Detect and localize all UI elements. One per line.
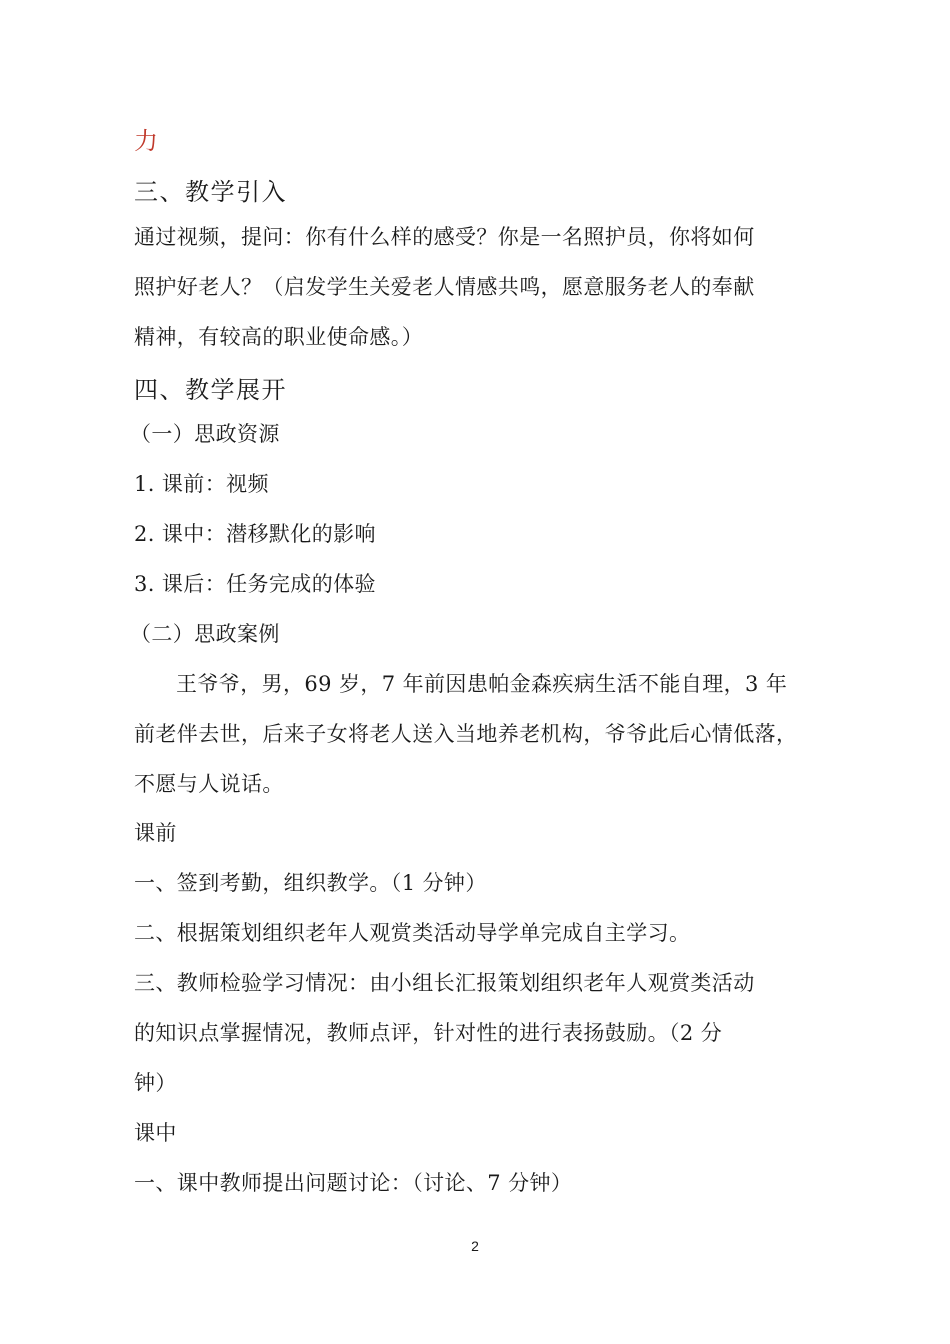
- section-label-during-class: 课中: [134, 1121, 177, 1145]
- list-item: 1. 课前：视频: [134, 472, 269, 496]
- section-label-before-class: 课前: [134, 821, 177, 845]
- list-item: 3. 课后：任务完成的体验: [134, 572, 376, 596]
- subsection-heading-case: （二）思政案例: [130, 622, 280, 646]
- subsection-heading-resources: （一）思政资源: [130, 422, 280, 446]
- paragraph-line: 王爷爷，男，69 岁，7 年前因患帕金森疾病生活不能自理，3 年: [176, 672, 788, 696]
- section-heading-teaching-development: 四、教学展开: [134, 376, 287, 404]
- paragraph-line: 钟）: [134, 1071, 177, 1095]
- paragraph-line: 照护好老人？（启发学生关爱老人情感共鸣，愿意服务老人的奉献: [134, 275, 755, 299]
- paragraph-line: 二、根据策划组织老年人观赏类活动导学单完成自主学习。: [134, 921, 691, 945]
- list-item: 2. 课中：潜移默化的影响: [134, 522, 376, 546]
- paragraph-line: 不愿与人说话。: [134, 772, 284, 796]
- section-heading-teaching-intro: 三、教学引入: [134, 178, 287, 206]
- paragraph-line: 一、课中教师提出问题讨论：（讨论、7 分钟）: [134, 1171, 573, 1195]
- paragraph-line: 通过视频，提问：你有什么样的感受？你是一名照护员，你将如何: [134, 225, 755, 249]
- paragraph-line: 一、签到考勤，组织教学。（1 分钟）: [134, 871, 487, 895]
- paragraph-line: 前老伴去世，后来子女将老人送入当地养老机构，爷爷此后心情低落，: [134, 722, 798, 746]
- paragraph-line: 精神，有较高的职业使命感。）: [134, 325, 424, 349]
- continuation-text: 力: [134, 127, 160, 155]
- page-number: 2: [471, 1238, 479, 1254]
- paragraph-line: 三、教师检验学习情况：由小组长汇报策划组织老年人观赏类活动: [134, 971, 755, 995]
- paragraph-line: 的知识点掌握情况，教师点评，针对性的进行表扬鼓励。（2 分: [134, 1021, 723, 1045]
